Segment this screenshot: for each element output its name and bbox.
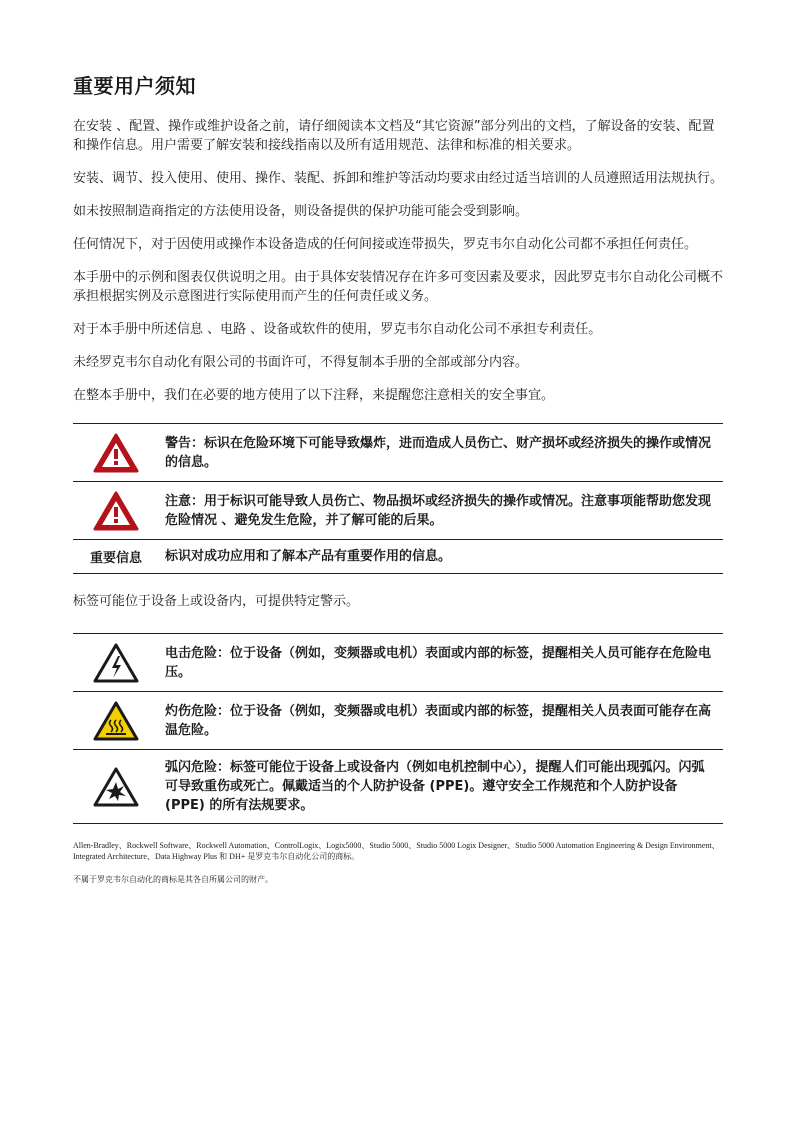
label-text: 位于设备（例如，变频器或电机）表面或内部的标签，提醒相关人员表面可能存在高温危险。 — [165, 703, 712, 738]
important-label: 重要信息 — [89, 551, 142, 566]
label-title: 灼伤危险： — [165, 703, 231, 719]
paragraph: 任何情况下，对于因使用或操作本设备造成的任何间接或连带损失，罗克韦尔自动化公司都不承担任何责任。 — [73, 237, 698, 252]
notice-text: 标识在危险环境下可能导致爆炸，进而造成人员伤亡、财产损坏或经济损失的操作或情况的信息。 — [165, 435, 712, 470]
notice-text: 用于标识可能导致人员伤亡、物品损坏或经济损失的操作或情况。注意事项能帮助您发现危险情况 、避免发生危险，并了解可能的后果。 — [165, 493, 712, 528]
notice-row-warning — [73, 424, 723, 482]
page-content — [73, 70, 723, 885]
trademark-notice: Allen-Bradley、Rockwell Software、Rockwell Automation、ControlLogix、Logix5000、Studio 5000、Studio 5000 Logix Designer、Studio 5000 Automation Engineering & Design Environment、Integrated Architecture、Data Highway Plus 和 DH+ 是罗克韦尔自动化公司的商标。 — [73, 841, 720, 861]
notice-label: 注意： — [165, 493, 205, 509]
label-row-arc-flash — [73, 750, 723, 824]
paragraph: 在整本手册中，我们在必要的地方使用了以下注释，来提醒您注意相关的安全事宜。 — [73, 388, 555, 403]
label-text: 标签可能位于设备上或设备内（例如电机控制中心），提醒人们可能出现弧闪。闪弧可导致重伤或死亡。佩戴适当的个人防护设备 (PPE)。遵守安全工作规范和个人防护设备 (PPE) 的所有法规要求。 — [165, 760, 705, 813]
label-title: 弧闪危险： — [165, 760, 231, 775]
label-title: 电击危险： — [165, 645, 231, 661]
shock-hazard-icon — [92, 642, 140, 684]
paragraph: 如未按照制造商指定的方法使用设备，则设备提供的保护功能可能会受到影响。 — [73, 204, 529, 219]
notice-text: 标识对成功应用和了解本产品有重要作用的信息。 — [165, 549, 452, 564]
paragraph: 对于本手册中所述信息 、电路 、设备或软件的使用，罗克韦尔自动化公司不承担专利责任。 — [73, 322, 602, 337]
warning-triangle-icon — [92, 432, 140, 474]
burn-hazard-icon — [92, 700, 140, 742]
other-trademarks-notice: 不属于罗克韦尔自动化的商标是其各自所属公司的财产。 — [73, 875, 273, 884]
paragraph: 本手册中的示例和图表仅供说明之用。由于具体安装情况存在许多可变因素及要求，因此罗克韦尔自动化公司概不承担根据实例及示意图进行实际使用而产生的任何责任或义务。 — [73, 270, 724, 304]
notice-row-caution — [73, 482, 723, 540]
arc-flash-icon — [92, 766, 140, 808]
label-row-shock — [73, 634, 723, 692]
paragraph: 安装、调节、投入使用、使用、操作、装配、拆卸和维护等活动均要求由经过适当培训的人员遵照适用法规执行。 — [73, 171, 724, 186]
notice-table — [73, 423, 723, 574]
notice-label: 警告： — [165, 435, 205, 451]
labels-intro: 标签可能位于设备上或设备内，可提供特定警示。 — [73, 594, 360, 609]
label-row-burn — [73, 692, 723, 750]
paragraph: 在安装 、配置、操作或维护设备之前，请仔细阅读本文档及“其它资源”部分列出的文档，了解设备的安装、配置和操作信息。用户需要了解安装和接线指南以及所有适用规范、法律和标准的相关要求。 — [73, 119, 715, 153]
caution-triangle-icon — [92, 490, 140, 532]
page-title: 重要用户须知 — [73, 74, 196, 98]
notice-row-important — [73, 540, 723, 574]
paragraph: 未经罗克韦尔自动化有限公司的书面许可，不得复制本手册的全部或部分内容。 — [73, 355, 529, 370]
label-table — [73, 633, 723, 824]
label-text: 位于设备（例如，变频器或电机）表面或内部的标签，提醒相关人员可能存在危险电压。 — [165, 645, 712, 680]
